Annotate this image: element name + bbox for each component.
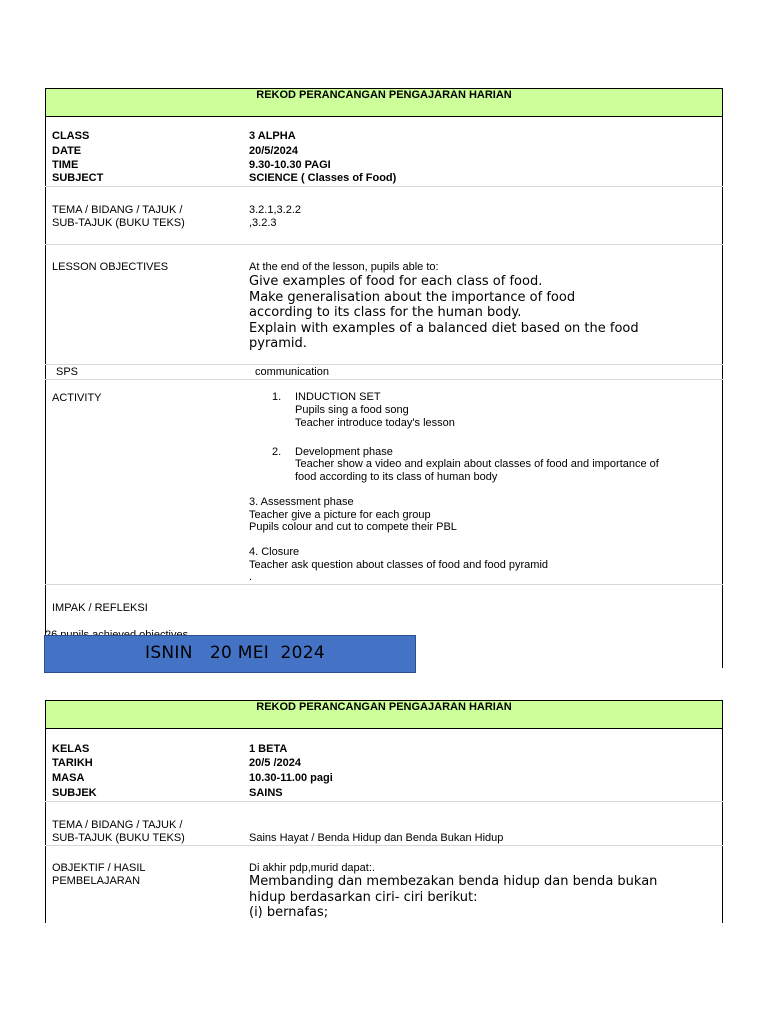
divider [45,584,723,585]
activity-1-title: INDUCTION SET [295,391,381,403]
subject-value: SCIENCE ( Classes of Food) [249,172,397,184]
day-banner-text: ISNIN 20 MEI 2024 [145,643,325,663]
objektif-line: (i) bernafas; [249,905,329,920]
activity-3-line: Pupils colour and cut to compete their PBL [249,521,457,533]
tema-value-line1: 3.2.1,3.2.2 [249,204,301,216]
table-border-left [45,88,46,668]
sps-label: SPS [56,366,79,378]
time-value: 9.30-10.30 PAGI [249,159,331,171]
activity-3-title: 3. Assessment phase [249,496,354,508]
divider [45,244,723,245]
tema-label-line2: SUB-TAJUK (BUKU TEKS) [52,832,185,844]
class-value: 3 ALPHA [249,130,296,142]
date-label: DATE [52,145,82,157]
masa-value: 10.30-11.00 pagi [249,772,333,784]
subjek-label: SUBJEK [52,787,97,799]
table-border-right [722,88,723,668]
objective-line: Explain with examples of a balanced diet based on the food [249,320,639,336]
day-banner [44,635,416,673]
objectives-intro: At the end of the lesson, pupils able to: [249,261,439,273]
divider [45,186,723,187]
header-title: REKOD PERANCANGAN PENGAJARAN HARIAN [256,701,512,713]
objective-line: Give examples of food for each class of food. [249,274,543,289]
activity-1-number: 1. [272,391,282,403]
tarikh-value: 20/5 /2024 [249,757,301,769]
divider [45,379,723,380]
header-title: REKOD PERANCANGAN PENGAJARAN HARIAN [256,89,512,101]
objektif-intro: Di akhir pdp,murid dapat:. [249,862,375,874]
time-label: TIME [52,159,79,171]
objective-line: pyramid. [249,336,307,351]
subject-label: SUBJECT [52,172,104,184]
activity-2-line: Teacher show a video and explain about classes of food and importance of [295,458,659,470]
subjek-value: SAINS [249,787,283,799]
tarikh-label: TARIKH [52,757,93,769]
header-band [45,700,723,729]
tema-label-line2: SUB-TAJUK (BUKU TEKS) [52,217,185,229]
activity-2-number: 2. [272,446,282,458]
divider [45,845,723,846]
activity-4-line: . [249,571,253,583]
header-band [45,88,723,117]
activity-4-title: 4. Closure [249,546,300,558]
objektif-line: hidup berdasarkan ciri- ciri berikut: [249,890,478,905]
tema-value-line2: ,3.2.3 [249,217,277,229]
activity-2-line: food according to its class of human body [295,471,498,483]
tema-label-line1: TEMA / BIDANG / TAJUK / [52,204,183,216]
activity-4-line: Teacher ask question about classes of food and food pyramid [249,559,549,571]
activity-2-title: Development phase [295,446,393,458]
kelas-value: 1 BETA [249,743,288,755]
impak-label: IMPAK / REFLEKSI [52,602,148,614]
tema-label-line1: TEMA / BIDANG / TAJUK / [52,819,183,831]
kelas-label: KELAS [52,743,90,755]
table-border-right [722,700,723,923]
divider [45,801,723,802]
tema-value: Sains Hayat / Benda Hidup dan Benda Bukan Hidup [249,832,504,844]
divider [45,364,723,365]
objektif-label-line2: PEMBELAJARAN [52,875,141,887]
class-label: CLASS [52,130,90,142]
activity-label: ACTIVITY [52,392,102,404]
activity-1-line: Pupils sing a food song [295,404,409,416]
objective-line: according to its class for the human body. [249,305,522,320]
activity-3-line: Teacher give a picture for each group [249,509,431,521]
objektif-line: Membanding dan membezakan benda hidup dan benda bukan [249,874,658,889]
masa-label: MASA [52,772,85,784]
activity-1-line: Teacher introduce today's lesson [295,417,455,429]
objectives-label: LESSON OBJECTIVES [52,261,169,273]
date-value: 20/5/2024 [249,145,298,157]
objective-line: Make generalisation about the importance of food [249,289,576,305]
sps-value: communication [255,366,329,378]
table-border-left [45,700,46,923]
objektif-label-line1: OBJEKTIF / HASIL [52,862,146,874]
